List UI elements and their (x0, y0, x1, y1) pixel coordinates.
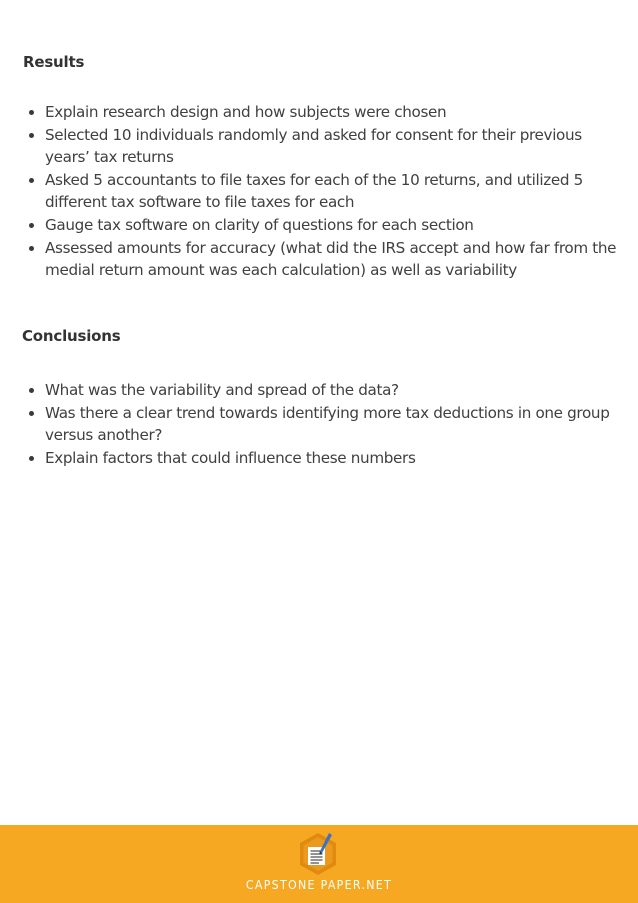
list-item: Selected 10 individuals randomly and asked for consent for their previous years’ tax returns (26, 124, 626, 169)
document-pen-icon (293, 829, 343, 879)
list-item: Gauge tax software on clarity of questions for each section (26, 214, 626, 237)
list-item: What was the variability and spread of the data? (26, 379, 626, 402)
list-item: Explain factors that could influence these numbers (26, 447, 626, 470)
footer-banner (0, 825, 638, 903)
results-list (26, 101, 626, 282)
conclusions-list (26, 379, 626, 469)
list-item: Was there a clear trend towards identifying more tax deductions in one group versus another? (26, 402, 626, 447)
results-heading: Results (23, 53, 85, 71)
brand-name: CAPSTONE PAPER.NET (245, 878, 393, 892)
conclusions-heading: Conclusions (22, 327, 121, 345)
list-item: Explain research design and how subjects were chosen (26, 101, 626, 124)
list-item: Assessed amounts for accuracy (what did the IRS accept and how far from the medial return amount was each calculation) as well as variability (26, 237, 626, 282)
list-item: Asked 5 accountants to file taxes for each of the 10 returns, and utilized 5 different tax software to file taxes for each (26, 169, 626, 214)
